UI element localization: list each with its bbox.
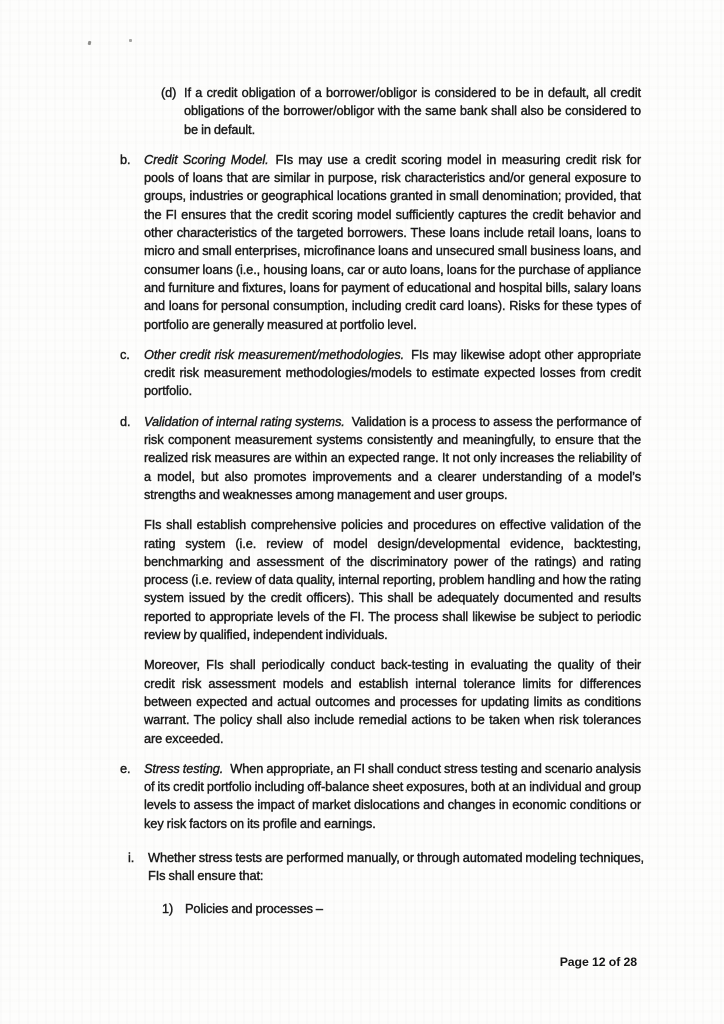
list-item-i	[128, 849, 644, 886]
item-text: Policies and processes –	[185, 900, 323, 916]
list-item-d-sub	[161, 84, 641, 139]
list-item-c	[120, 346, 641, 401]
item-lead: Validation of internal rating systems.	[144, 413, 345, 429]
scan-speck	[129, 39, 132, 42]
item-lead: Stress testing.	[144, 760, 224, 776]
item-text: If a credit obligation of a borrower/obligor is considered to be in default, all credit obligations of the borrower/obligor with the same bank shall also be considered to be in default.	[184, 85, 641, 137]
paragraph-back-testing	[144, 656, 641, 747]
item-text: FIs may likewise adopt other appropriate credit risk measurement methodologies/models to estimate expected losses from credit portfolio.	[144, 346, 641, 399]
item-marker: (d)	[161, 85, 177, 100]
item-text: Validation is a process to assess the performance of risk component measurement systems consistently and meaningfully, to ensure that the realized risk measures are within an expected range. It not only increases the reliability of a model, but also promotes improvements and a clearer understanding of a model’s strengths and weaknesses among management and user groups.	[144, 413, 641, 502]
item-lead: Other credit risk measurement/methodologies.	[144, 346, 405, 362]
document-body	[0, 84, 724, 930]
paragraph-text: Moreover, FIs shall periodically conduct back-testing in evaluating the quality of their credit risk assessment models and establish internal tolerance limits for differences between expected and actual outcomes and processes for updating limits as conditions warrant. The policy shall also include remedial actions to be taken when risk tolerances are exceeded.	[144, 657, 641, 746]
list-item-b	[120, 151, 641, 334]
item-marker: c.	[120, 346, 130, 362]
item-lead: Credit Scoring Model.	[144, 151, 269, 167]
item-marker: i.	[128, 849, 135, 865]
paragraph-text: FIs shall establish comprehensive policies and procedures on effective validation of the rating system (i.e. review of model design/developmental evidence, backtesting, benchmarking and assessment of the discriminatory power of the ratings) and rating process (i.e. review of data quality, internal reporting, problem handling and how the rating system issued by the credit officers). This shall be adequately documented and results reported to appropriate levels of the FI. The process shall likewise be subject to periodic review by qualified, independent individuals.	[144, 517, 641, 643]
paragraph-validation-policies	[144, 516, 641, 644]
list-item-1	[162, 900, 644, 918]
item-text: Whether stress tests are performed manually, or through automated modeling techniques, FIs shall ensure that:	[148, 849, 644, 884]
item-marker: e.	[120, 760, 131, 776]
list-item-e	[120, 760, 641, 833]
list-item-d	[120, 413, 641, 504]
item-marker: d.	[120, 413, 131, 429]
item-text: FIs may use a credit scoring model in measuring credit risk for pools of loans that are similar in purpose, risk characteristics and/or general exposure to groups, industries or geographical locations granted in small denomination; provided, that the FI ensures that the credit scoring model sufficiently captures the credit behavior and other characteristics of the targeted borrowers. These loans include retail loans, loans to micro and small enterprises, microfinance loans and unsecured small business loans, and consumer loans (i.e., housing loans, car or auto loans, loans for the purchase of appliance and furniture and fixtures, loans for payment of educational and hospital bills, salary loans and loans for personal consumption, including credit card loans). Risks for these types of portfolio are generally measured at portfolio level.	[144, 151, 641, 332]
item-marker: b.	[120, 151, 131, 167]
page-number: Page 12 of 28	[559, 955, 637, 969]
item-text: When appropriate, an FI shall conduct stress testing and scenario analysis of its credit portfolio including off-balance sheet exposures, both at an individual and group levels to assess the impact of market dislocations and changes in economic conditions or key risk factors on its profile and earnings.	[144, 760, 641, 831]
scan-speck	[88, 41, 92, 46]
item-marker: 1)	[162, 900, 174, 916]
